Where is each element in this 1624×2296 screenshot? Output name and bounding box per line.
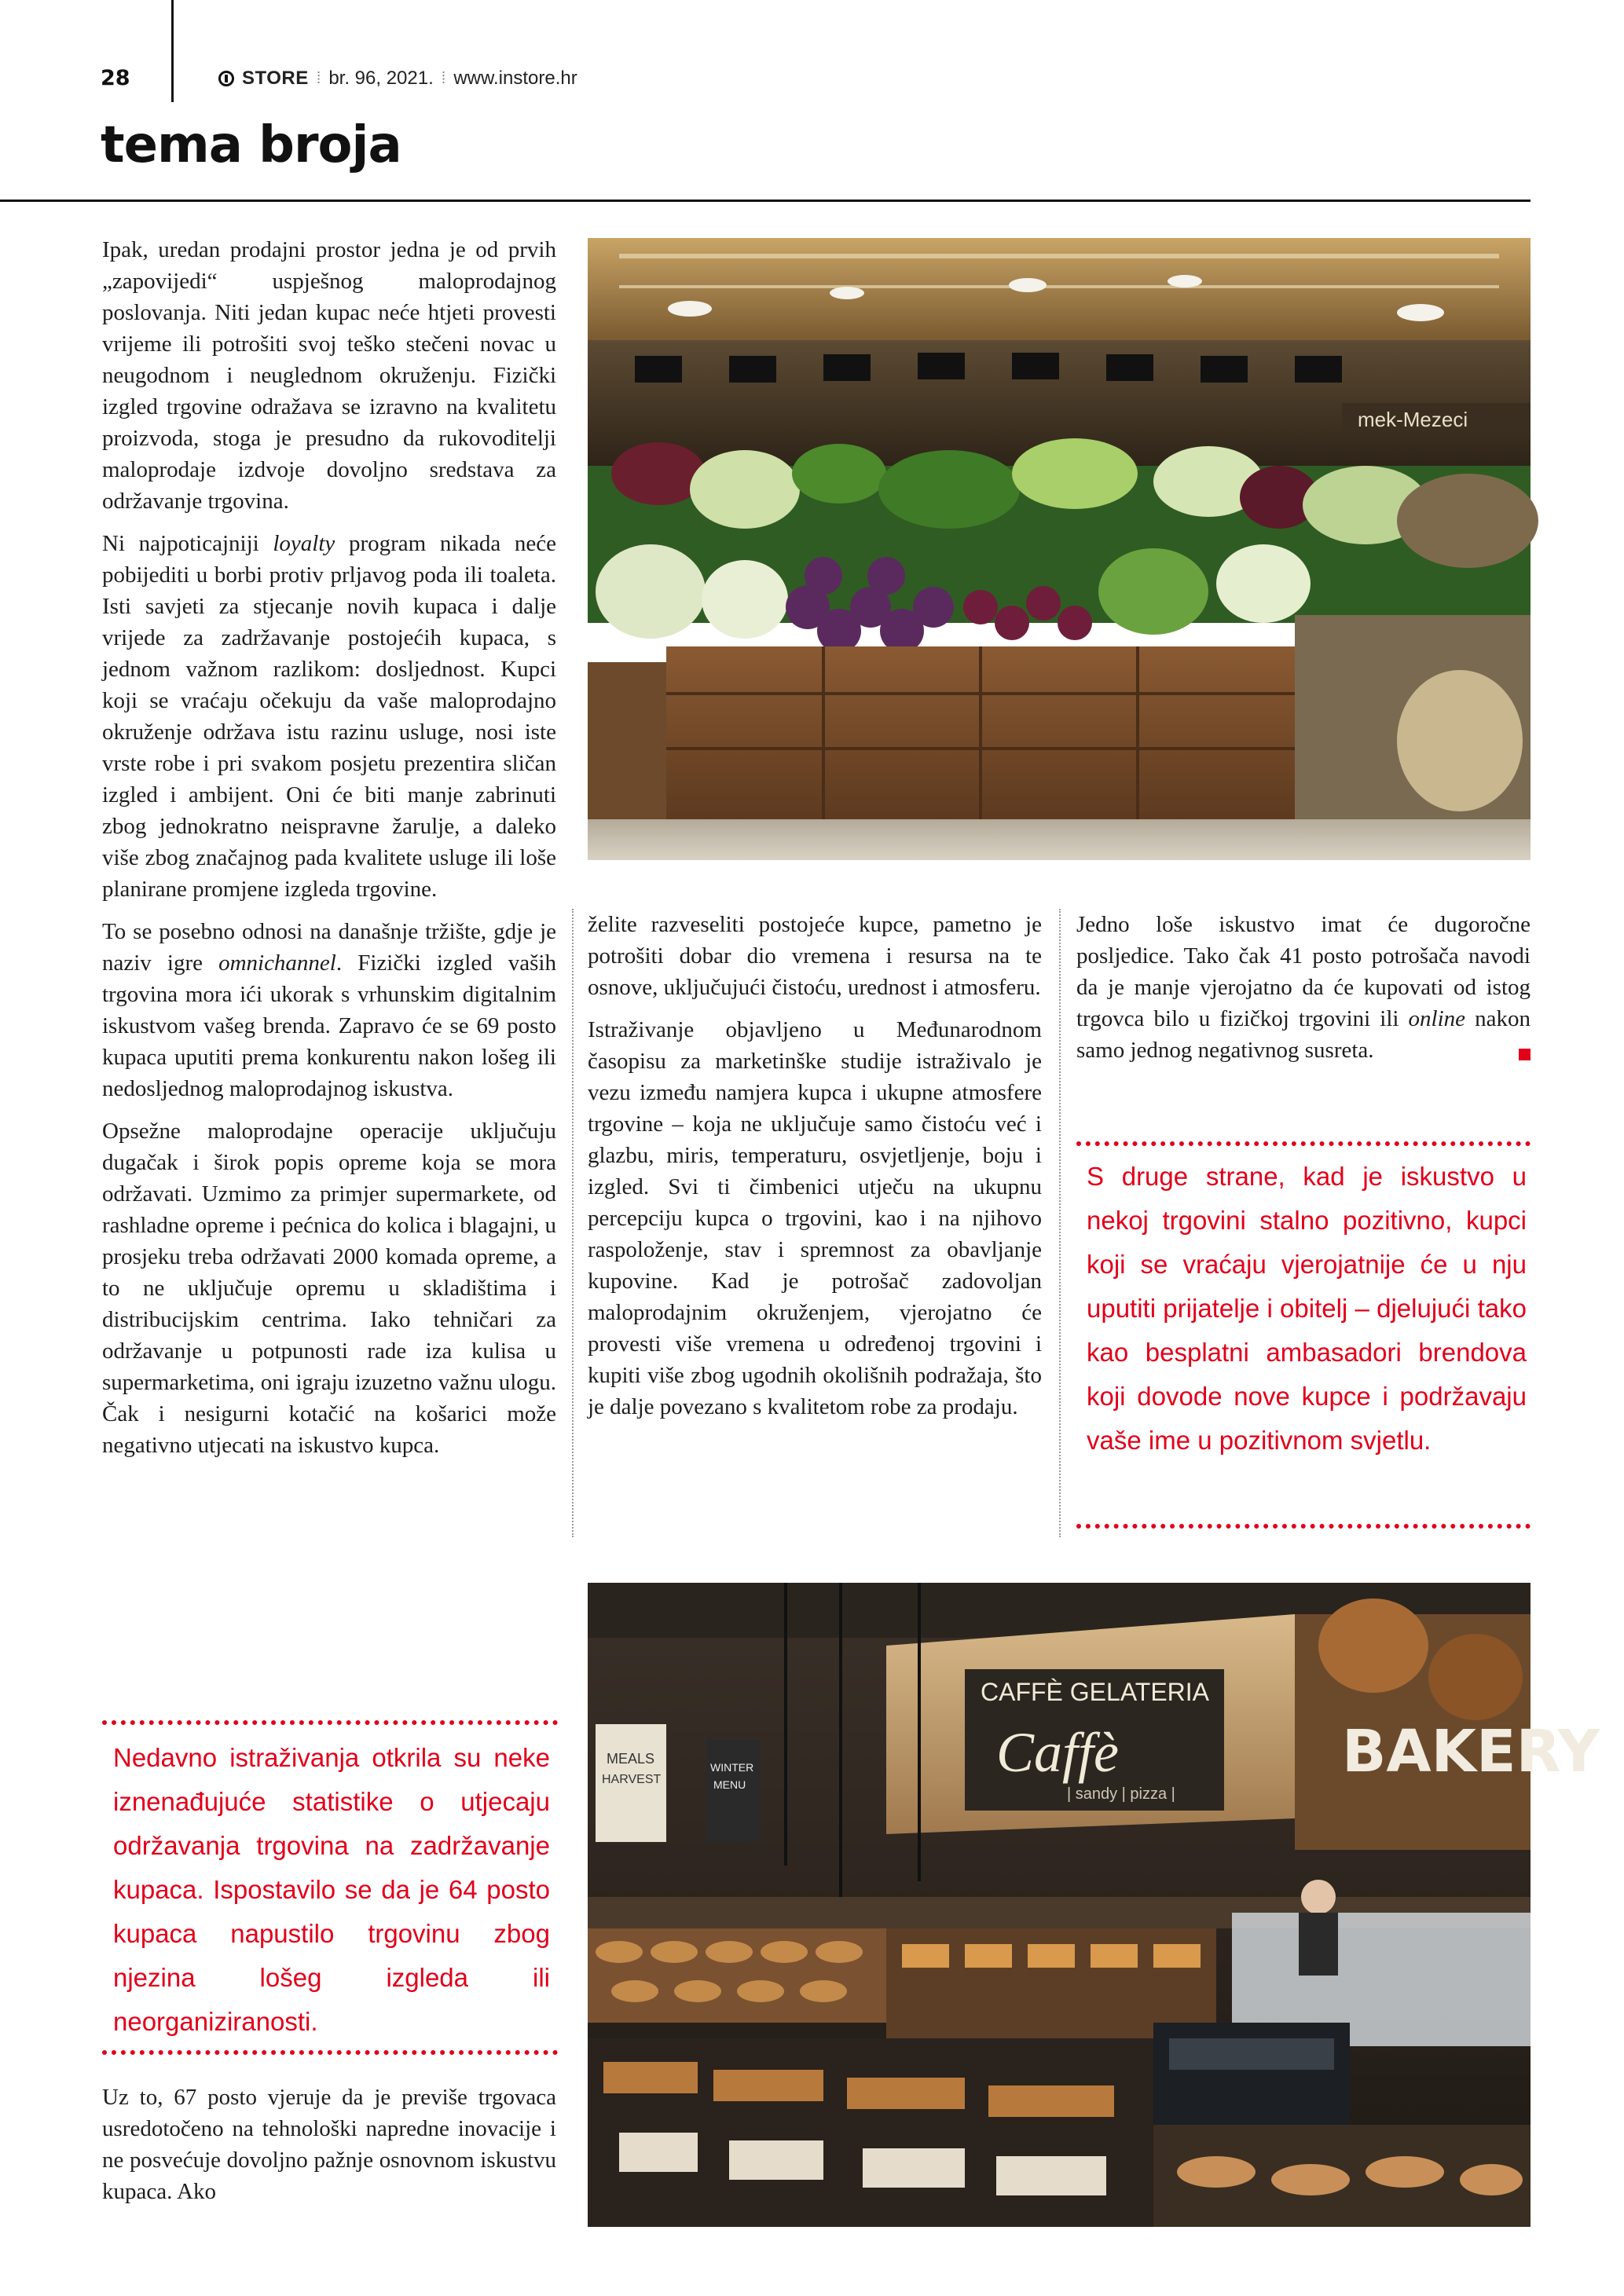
section-title: tema broja bbox=[101, 116, 401, 174]
pull-quote-left: Nedavno istraživanja otkrila su neke iznenađujuće statistike o utjecaju održavanja trgovina na zadržavanje kupaca. Ispostavilo se da je 64 posto kupaca napustilo trgovinu zbog njezina lošeg izgleda ili neorganiziranosti. bbox=[113, 1743, 550, 2036]
column-1 bbox=[102, 234, 556, 1461]
column-2 bbox=[588, 909, 1042, 1423]
text-run: program nikada neće pobijediti u borbi protiv prljavog poda ili toaleta. Isti savjeti za stjecanje novih kupaca i dalje vrijede za zadržavanje postojećih kupaca, s jednom važnom razlikom: dosljednost. Kupci koji se vraćaju očekuju da vaše maloprodajno okruženje održava istu razinu usluge, nosi iste vrste robe i pri svakom posjetu prezentira sličan izgled i ambijent. Oni će biti manje zabrinuti zbog jednokratno neispravne žarulje, a daleko više zbog značajnog pada kvalitete usluge ili loše planirane promjene izgleda trgovine. bbox=[102, 531, 556, 902]
store-logo-icon bbox=[218, 71, 234, 86]
pull-quote-right: S druge strane, kad je iskustvo u nekoj trgovini stalno pozitivno, kupci koji se vraćaju vjerojatnije će u nju uputiti prijatelje i obitelj – djelujući tako kao besplatni ambasadori brendova koji dovode nove kupce i podržavaju vaše ime u pozitivnom svjetlu. bbox=[1087, 1162, 1527, 1455]
bakery-sign-text: BAKERY bbox=[1342, 1718, 1600, 1785]
header-vertical-rule bbox=[171, 0, 174, 102]
page-number: 28 bbox=[101, 66, 130, 90]
panel-text: HARVEST bbox=[602, 1773, 662, 1786]
column-1-continued bbox=[102, 2082, 556, 2207]
issue-info: br. 96, 2021. bbox=[328, 68, 434, 89]
store-sign-text: mek-Mezeci bbox=[1358, 408, 1468, 431]
panel-text: MENU bbox=[713, 1778, 746, 1791]
panel-text: WINTER bbox=[710, 1761, 754, 1774]
website: www.instore.hr bbox=[453, 68, 577, 89]
column-separator bbox=[572, 909, 574, 1537]
italic-term: online bbox=[1408, 1006, 1466, 1031]
end-mark-icon bbox=[1519, 1049, 1531, 1060]
text-run: Jedno loše iskustvo imat će dugoročne posljedice. Tako čak 41 posto potrošača navodi da je manje vjerojatno da će kupovati od istog trgovca bilo u fizičkoj trgovini ili bbox=[1076, 912, 1531, 1031]
brand-name: STORE bbox=[242, 68, 309, 89]
produce-illustration bbox=[588, 238, 1531, 860]
italic-term: omnichannel bbox=[218, 950, 336, 976]
quote-dots-bottom bbox=[102, 2050, 558, 2055]
column-3 bbox=[1076, 909, 1531, 1066]
italic-term: loyalty bbox=[273, 531, 335, 556]
header-rule bbox=[0, 200, 1531, 202]
paragraph bbox=[102, 916, 556, 1104]
cafe-script-text: Caffè bbox=[996, 1721, 1119, 1784]
paragraph: Ipak, uredan prodajni prostor jedna je od prvih „zapovijedi“ uspješnog maloprodajnog poslovanja. Niti jedan kupac neće htjeti provesti vrijeme ili potrošiti svoj teško stečeni novac u neugodnom i neuglednom okruženju. Fizički izgled trgovine odražava se izravno na kvalitetu proizvoda, stoga je presudno da rukovoditelji maloprodaje izdvoje dovoljno sredstava za održavanje trgovina. bbox=[102, 237, 556, 514]
produce-photo bbox=[588, 238, 1531, 860]
bakery-photo bbox=[588, 1583, 1600, 2227]
masthead bbox=[218, 68, 577, 90]
bakery-illustration bbox=[588, 1583, 1600, 2227]
cafe-subtitle-text: | sandy | pizza | bbox=[1067, 1785, 1175, 1803]
paragraph: Opsežne maloprodajne operacije uključuju dugačak i širok popis opreme koja se mora održavati. Uzmimo za primjer supermarkete, od rashladne opreme i pećnica do kolica i blagajni, u prosjeku treba održavati 2000 komada opreme, a to ne uključuje opremu u skladištima i distribucijskim centrima. Iako tehničari za održavanje u potpunosti rade iza kulisa u supermarketima, oni igraju izuzetno važnu ulogu. Čak i nesigurni kotačić na košarici može negativno utjecati na iskustvo kupca. bbox=[102, 1119, 556, 1458]
paragraph: želite razveseliti postojeće kupce, pametno je potrošiti dobar dio vremena i resursa na te osnove, uključujući čistoću, urednost i atmosferu. bbox=[588, 912, 1042, 1000]
text-run: Ni najpoticajniji bbox=[102, 531, 273, 556]
text-run: To se posebno odnosi na današnje tržište, gdje je naziv igre bbox=[102, 919, 556, 976]
separator: ⁞ bbox=[316, 69, 321, 87]
quote-dots-bottom bbox=[1076, 1524, 1531, 1529]
panel-text: MEALS bbox=[607, 1751, 655, 1767]
text-run: nakon samo jednog negativnog susreta. bbox=[1076, 1006, 1531, 1063]
paragraph bbox=[1076, 909, 1531, 1066]
column-separator bbox=[1059, 909, 1061, 1537]
quote-dots-top bbox=[1076, 1141, 1531, 1146]
separator: ⁞ bbox=[441, 69, 446, 87]
paragraph: Istraživanje objavljeno u Međunarodnom časopisu za marketinške studije istraživalo je vezu između namjera kupca i ukupne atmosfere trgovine – koja ne uključuje samo čistoću već i glazbu, miris, temperaturu, osvjetljenje, boju i izgled. Svi ti čimbenici utječu na ukupnu percepciju kupca o trgovini, kao i na njihovo raspoloženje, stav i spremnost za obavljanje kupovine. Kad je potrošač zadovoljan maloprodajnim okruženjem, vjerojatno će provesti više vremena u određenoj trgovini i kupiti više zbog ugodnih okolišnih podražaja, što je dalje povezano s kvalitetom robe za prodaju. bbox=[588, 1017, 1042, 1419]
cafe-sign-text: CAFFÈ GELATERIA bbox=[981, 1678, 1210, 1706]
paragraph: Uz to, 67 posto vjeruje da je previše trgovaca usredotočeno na tehnološki napredne inovacije i ne posvećuje dovoljno pažnje osnovnom iskustvu kupaca. Ako bbox=[102, 2085, 556, 2204]
text-run: . Fizički izgled vaših trgovina mora ići ukorak s vrhunskim digitalnim iskustvom vašeg brenda. Zapravo će se 69 posto kupaca uputiti prema konkurentu nakon lošeg ili nedosljednog maloprodajnog iskustva. bbox=[102, 950, 556, 1101]
quote-dots-top bbox=[102, 1720, 558, 1725]
paragraph bbox=[102, 528, 556, 905]
